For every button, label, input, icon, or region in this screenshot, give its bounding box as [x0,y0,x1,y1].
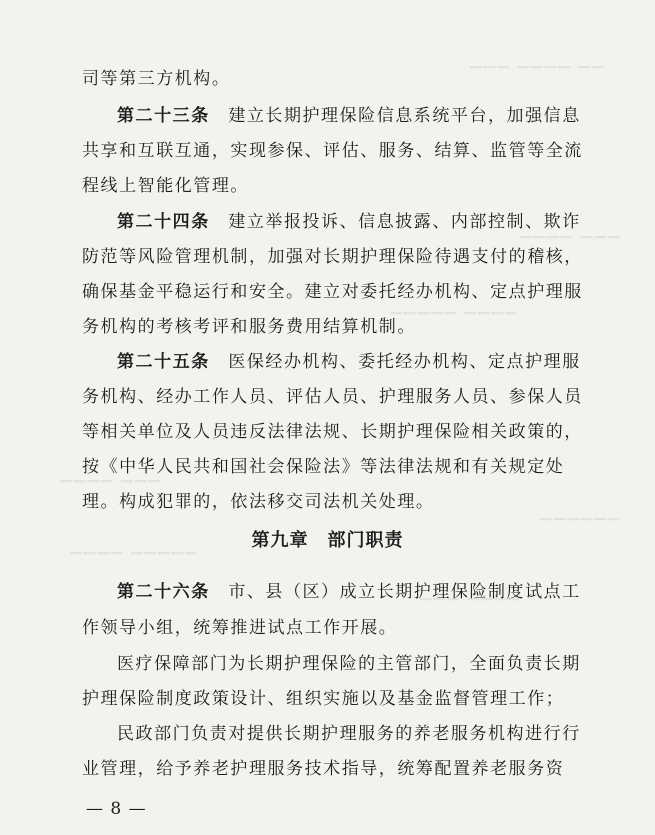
body-line [82,316,416,338]
body-text: 务机构的考核考评和服务费用结算机制。 [82,317,416,337]
article-heading: 第二十五条 [117,352,210,372]
body-line [82,421,583,443]
bleed-through-texture: ▔▔▔▔ ▔▔▔▔▔ [70,552,199,570]
body-line [117,653,581,675]
body-text: 共享和互联互通，实现参保、评估、服务、结算、监管等全流 [82,141,583,161]
bleed-through-texture: ▔▔▔ ▔▔▔▔ ▔▔ [470,66,606,84]
body-line [117,723,581,745]
body-text: 医保经办机构、委托经办机构、定点护理服 [228,352,581,372]
article-heading: 第二十四条 [117,212,210,232]
article-25-line [117,351,581,373]
article-23-line [117,105,581,127]
page-number: — 8 — [86,799,147,819]
body-text: 司等第三方机构。 [82,69,231,89]
bleed-through-texture: ▔▔▔ ▔▔▔▔ [420,598,522,616]
body-line [82,246,583,268]
article-heading: 第二十六条 [117,582,210,602]
body-line [82,386,583,408]
bleed-through-texture: ▔▔▔▔▔ ▔▔▔▔ [390,312,519,330]
chapter-heading: 第九章 部门职责 [251,530,404,551]
body-text: 业管理，给予养老护理服务技术指导，统筹配置养老服务资 [82,759,565,779]
body-text: 防范等风险管理机制，加强对长期护理保险待遇支付的稽核， [82,247,583,267]
body-text: 理。构成犯罪的，依法移交司法机关处理。 [82,492,435,512]
body-line [82,281,583,303]
body-text: 确保基金平稳运行和安全。建立对委托经办机构、定点护理服 [82,282,583,302]
body-text: 作领导小组，统筹推进试点工作开展。 [82,618,398,638]
body-text: 按《中华人民共和国社会保险法》等法律法规和有关规定处 [82,457,565,477]
body-text: 建立举报投诉、信息披露、内部控制、欺诈 [228,212,581,232]
body-text: 务机构、经办工作人员、评估人员、护理服务人员、参保人员 [82,387,583,407]
body-line [82,758,564,780]
body-line [82,456,564,478]
body-line [82,688,564,710]
body-line [82,68,230,90]
body-line [82,140,583,162]
body-text: 等相关单位及人员违反法律法规、长期护理保险相关政策的， [82,422,583,442]
body-text: 护理保险制度政策设计、组织实施以及基金监督管理工作； [82,689,565,709]
body-text: 建立长期护理保险信息系统平台，加强信息 [228,106,581,126]
body-line [82,617,397,639]
body-line [82,175,249,197]
article-26-line [117,581,581,603]
bleed-through-texture: ▔▔▔▔▔▔ [540,518,622,536]
bleed-through-texture: ▔▔▔▔ ▔▔▔ [60,480,162,498]
body-line [82,491,434,513]
body-text: 程线上智能化管理。 [82,176,249,196]
body-text: 民政部门负责对提供长期护理服务的养老服务机构进行行 [117,724,581,744]
body-text: 医疗保障部门为长期护理保险的主管部门，全面负责长期 [117,654,581,674]
body-text: 市、县（区）成立长期护理保险制度试点工 [228,582,581,602]
article-heading: 第二十三条 [117,106,210,126]
article-24-line [117,211,581,233]
bleed-through-texture: ▔▔▔▔ ▔▔▔ [520,236,622,254]
